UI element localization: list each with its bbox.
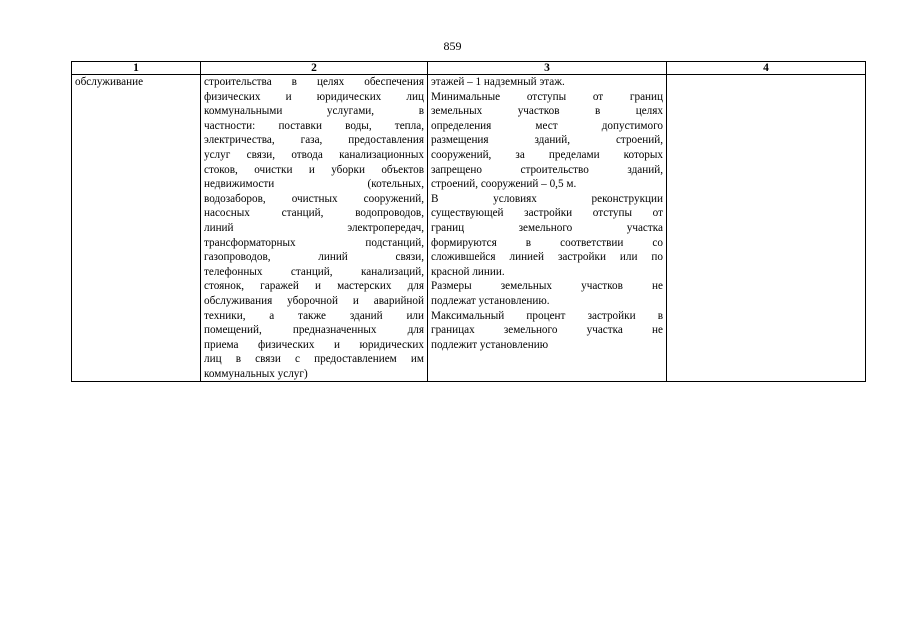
cell-use-description xyxy=(201,75,428,382)
text-line: обслуживания уборочной и аварийной xyxy=(204,294,424,307)
text-line: частности: поставки воды, тепла, xyxy=(204,119,424,132)
column-header-3: 3 xyxy=(428,62,667,75)
text-line: границах земельного участка не xyxy=(431,324,663,337)
text-line: лиц в связи с предоставлением им xyxy=(204,353,424,366)
text-line: определения мест допустимого xyxy=(431,119,663,132)
text-line: стоянок, гаражей и мастерских для xyxy=(204,280,424,293)
text-line: формируются в соответствии со xyxy=(431,236,663,249)
text-line: В условиях реконструкции xyxy=(431,192,663,205)
text-line: сложившейся линией застройки или по xyxy=(431,251,663,264)
text-line: существующей застройки отступы от xyxy=(431,207,663,220)
text-line: коммунальных услуг) xyxy=(204,367,308,380)
text-line: строений, сооружений – 0,5 м. xyxy=(431,178,577,191)
cell-use-type: обслуживание xyxy=(72,75,201,382)
text-line: Минимальные отступы от границ xyxy=(431,90,663,103)
column-header-2: 2 xyxy=(201,62,428,75)
text-line: помещений, предназначенных для xyxy=(204,324,424,337)
text-line: техники, а также зданий или xyxy=(204,309,424,322)
text-line: красной линии. xyxy=(431,265,505,278)
text-line: насосных станций, водопроводов, xyxy=(204,207,424,220)
text-line: стоков, очистки и уборки объектов xyxy=(204,163,424,176)
text-line: газопроводов, линий связи, xyxy=(204,251,424,264)
text-line: подлежат установлению. xyxy=(431,294,550,307)
text-line: физических и юридических лиц xyxy=(204,90,424,103)
column-header-1: 1 xyxy=(72,62,201,75)
text-line: водозаборов, очистных сооружений, xyxy=(204,192,424,205)
text-line: земельных участков в целях xyxy=(431,105,663,118)
text-line: подлежит установлению xyxy=(431,338,549,351)
text-line: границ земельного участка xyxy=(431,221,663,234)
text-line: приема физических и юридических xyxy=(204,338,424,351)
text-line: размещения зданий, строений, xyxy=(431,134,663,147)
text-line: строительства в целях обеспечения xyxy=(204,76,424,88)
text-line: услуг связи, отвода канализационных xyxy=(204,148,424,161)
page-number: 859 xyxy=(443,39,462,53)
text-line: этажей – 1 надземный этаж. xyxy=(431,76,565,88)
text-line: трансформаторных подстанций, xyxy=(204,236,424,249)
text-line: линий электропередач, xyxy=(204,221,424,234)
text-line: электричества, газа, предоставления xyxy=(204,134,424,147)
text-line: Размеры земельных участков не xyxy=(431,280,663,293)
text-line: Максимальный процент застройки в xyxy=(431,309,663,322)
text-line: запрещено строительство зданий, xyxy=(431,163,663,176)
text-line: недвижимости (котельных, xyxy=(204,178,424,191)
column-header-4: 4 xyxy=(667,62,866,75)
document-table xyxy=(71,61,866,382)
table-header-row xyxy=(72,62,866,75)
text-line: коммунальными услугами, в xyxy=(204,105,424,118)
text-line: сооружений, за пределами которых xyxy=(431,148,663,161)
text-line: телефонных станций, канализаций, xyxy=(204,265,424,278)
table-row xyxy=(72,75,866,382)
cell-notes xyxy=(667,75,866,382)
cell-parameters xyxy=(428,75,667,382)
